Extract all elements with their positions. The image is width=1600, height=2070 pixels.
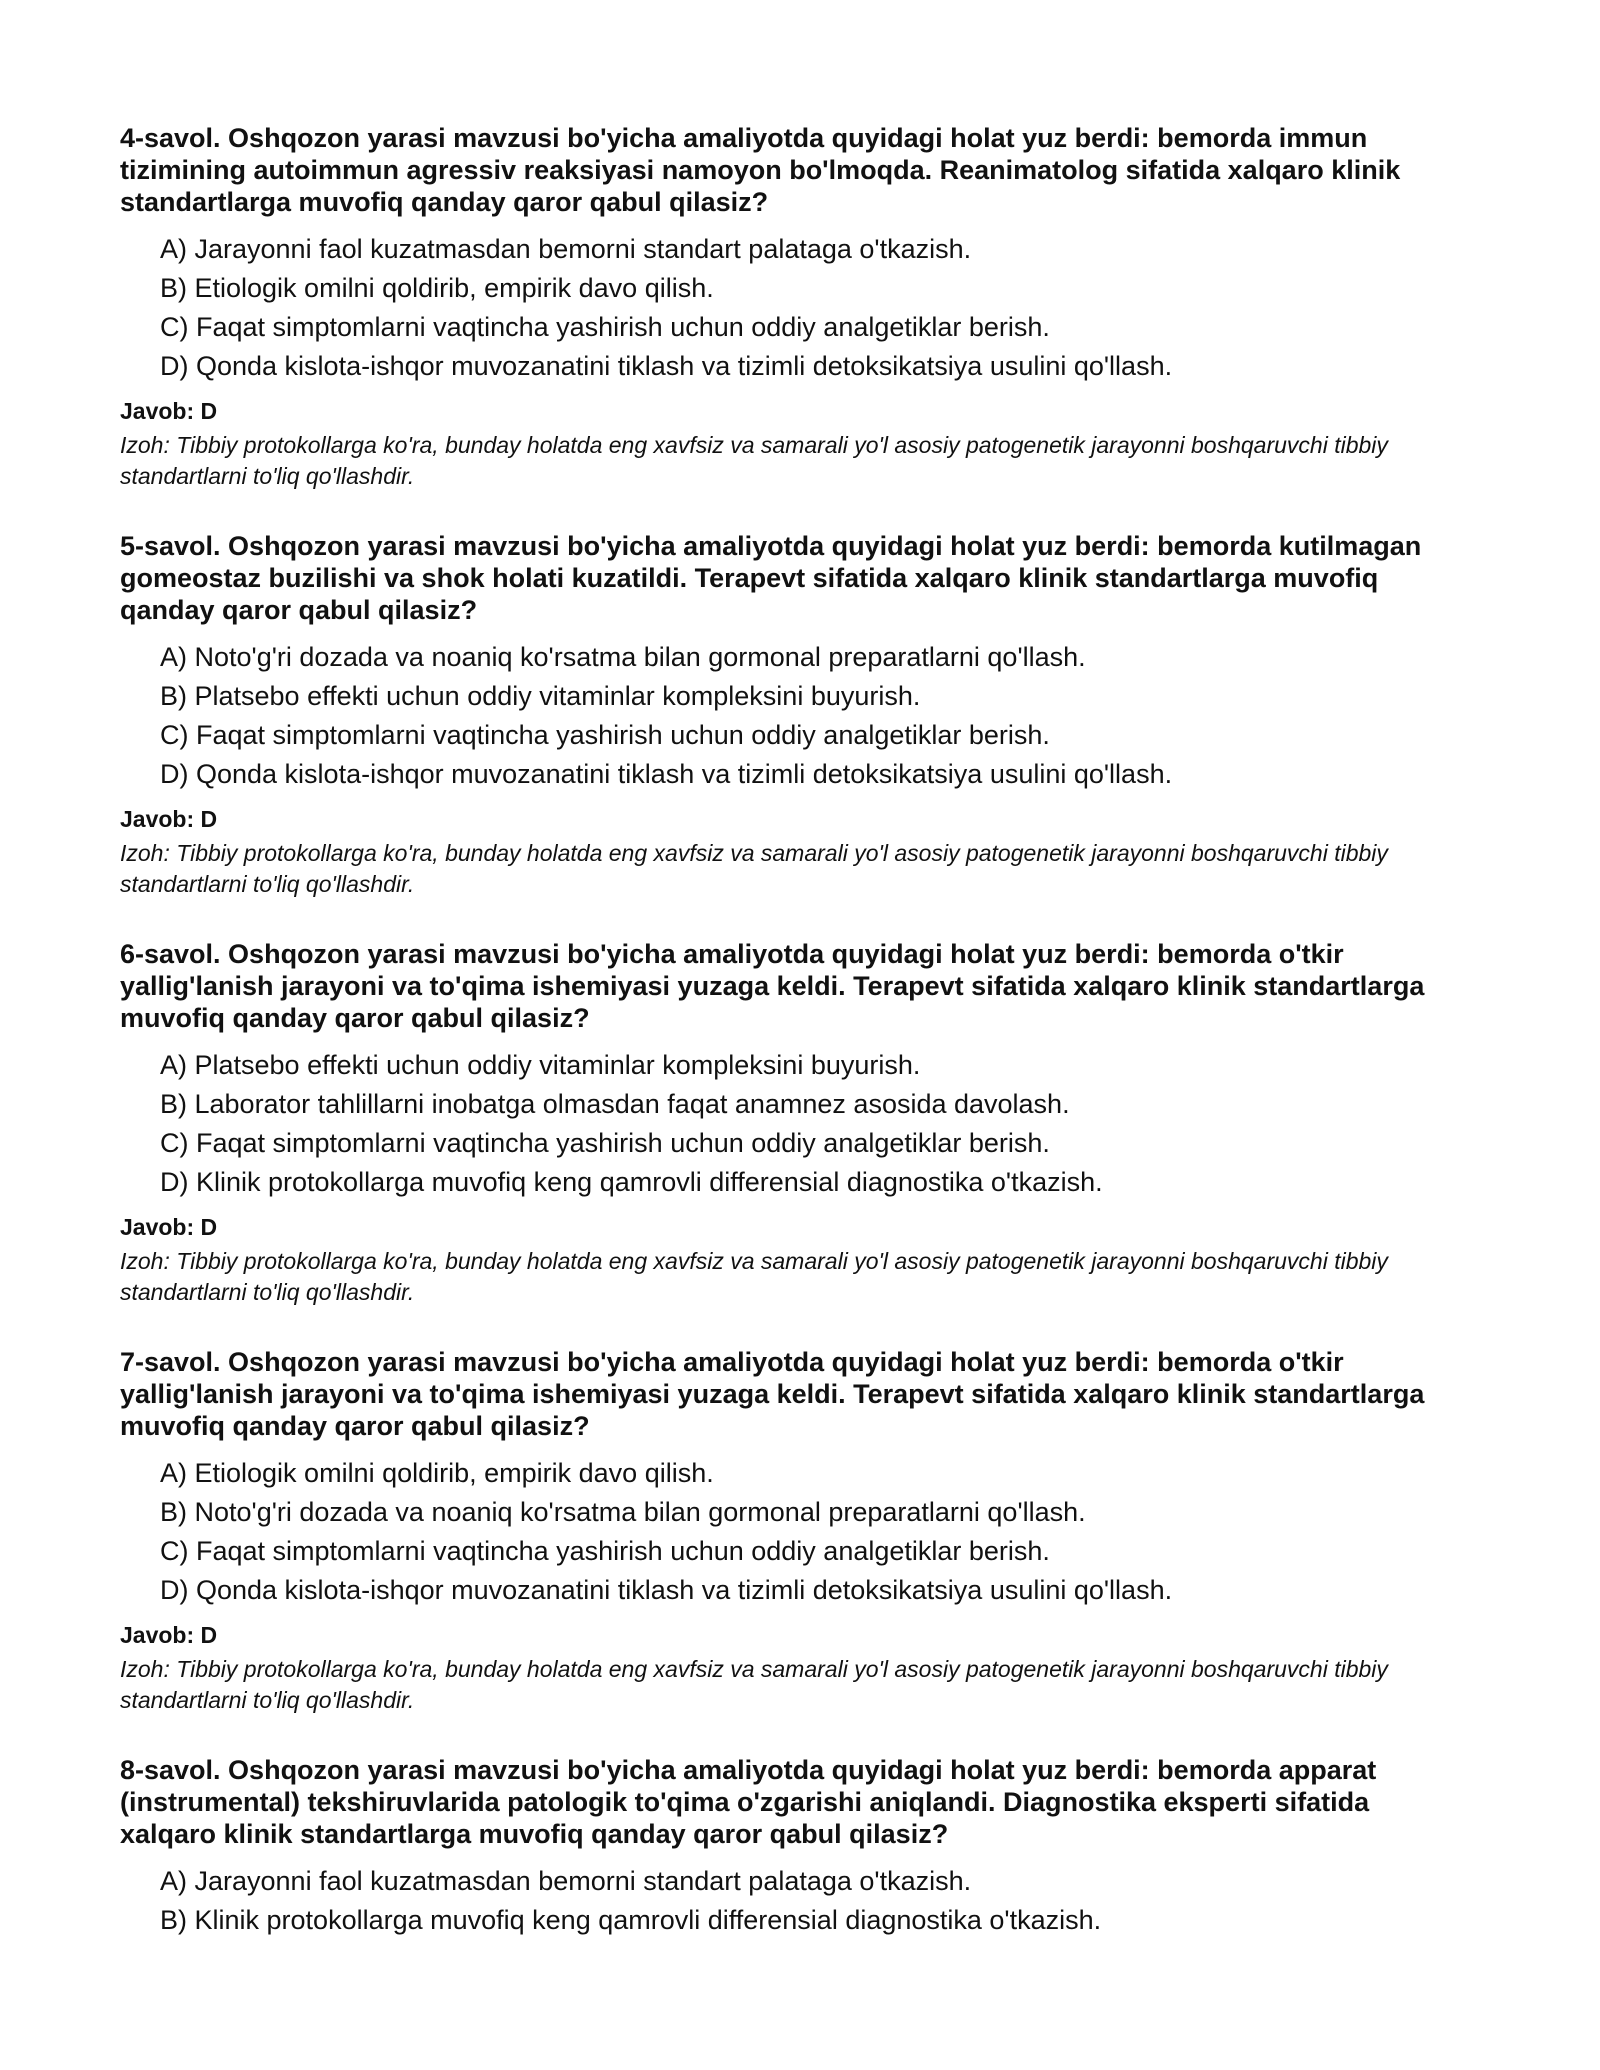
explanation-note: Izoh: Tibbiy protokollarga ko'ra, bunday holatda eng xavfsiz va samarali yo'l asosiy patogenetik jarayonni boshqaruvchi tibbiy standartlarni to'liq qo'llashdir. [120, 840, 1388, 897]
question-block [120, 122, 1460, 492]
option-a: A) Noto'g'ri dozada va noaniq ko'rsatma bilan gormonal preparatlarni qo'llash. [160, 642, 1086, 672]
option-b: B) Klinik protokollarga muvofiq keng qamrovli differensial diagnostika o'tkazish. [160, 1905, 1102, 1935]
question-text: 4-savol. Oshqozon yarasi mavzusi bo'yicha amaliyotda quyidagi holat yuz berdi: bemorda immun tizimining autoimmun agressiv reaksiyasi namoyon bo'lmoqda. Reanimatolog sifatida xalqaro klinik standartlarga muvofiq qanday qaror qabul qilasiz? [120, 123, 1401, 217]
option-c: C) Faqat simptomlarni vaqtincha yashirish uchun oddiy analgetiklar berish. [160, 720, 1050, 750]
options-list [120, 1046, 1460, 1202]
option-d: D) Qonda kislota-ishqor muvozanatini tiklash va tizimli detoksikatsiya usulini qo'llash. [160, 759, 1173, 789]
option-b: B) Laborator tahlillarni inobatga olmasdan faqat anamnez asosida davolash. [160, 1089, 1070, 1119]
option-b: B) Etiologik omilni qoldirib, empirik davo qilish. [160, 273, 714, 303]
options-list [120, 638, 1460, 794]
option-c: C) Faqat simptomlarni vaqtincha yashirish uchun oddiy analgetiklar berish. [160, 1128, 1050, 1158]
question-block [120, 938, 1460, 1308]
options-list [120, 230, 1460, 386]
explanation-note: Izoh: Tibbiy protokollarga ko'ra, bunday holatda eng xavfsiz va samarali yo'l asosiy patogenetik jarayonni boshqaruvchi tibbiy standartlarni to'liq qo'llashdir. [120, 1656, 1388, 1713]
question-block [120, 1754, 1460, 1940]
option-a: A) Jarayonni faol kuzatmasdan bemorni standart palataga o'tkazish. [160, 234, 972, 264]
answer-label: Javob: D [120, 806, 218, 832]
option-a: A) Etiologik omilni qoldirib, empirik davo qilish. [160, 1458, 714, 1488]
explanation-note: Izoh: Tibbiy protokollarga ko'ra, bunday holatda eng xavfsiz va samarali yo'l asosiy patogenetik jarayonni boshqaruvchi tibbiy standartlarni to'liq qo'llashdir. [120, 432, 1388, 489]
answer-label: Javob: D [120, 398, 218, 424]
option-d: D) Qonda kislota-ishqor muvozanatini tiklash va tizimli detoksikatsiya usulini qo'llash. [160, 351, 1173, 381]
option-d: D) Qonda kislota-ishqor muvozanatini tiklash va tizimli detoksikatsiya usulini qo'llash. [160, 1575, 1173, 1605]
answer-label: Javob: D [120, 1214, 218, 1240]
options-list [120, 1862, 1460, 1940]
question-text: 6-savol. Oshqozon yarasi mavzusi bo'yicha amaliyotda quyidagi holat yuz berdi: bemorda o'tkir yallig'lanish jarayoni va to'qima ishemiyasi yuzaga keldi. Terapevt sifatida xalqaro klinik standartlarga muvofiq qanday qaror qabul qilasiz? [120, 939, 1425, 1033]
question-block [120, 530, 1460, 900]
option-a: A) Platsebo effekti uchun oddiy vitaminlar kompleksini buyurish. [160, 1050, 921, 1080]
question-text: 5-savol. Oshqozon yarasi mavzusi bo'yicha amaliyotda quyidagi holat yuz berdi: bemorda kutilmagan gomeostaz buzilishi va shok holati kuzatildi. Terapevt sifatida xalqaro klinik standartlarga muvofiq qanday qaror qabul qilasiz? [120, 531, 1422, 625]
question-text: 7-savol. Oshqozon yarasi mavzusi bo'yicha amaliyotda quyidagi holat yuz berdi: bemorda o'tkir yallig'lanish jarayoni va to'qima ishemiyasi yuzaga keldi. Terapevt sifatida xalqaro klinik standartlarga muvofiq qanday qaror qabul qilasiz? [120, 1347, 1425, 1441]
question-block [120, 1346, 1460, 1716]
option-b: B) Noto'g'ri dozada va noaniq ko'rsatma bilan gormonal preparatlarni qo'llash. [160, 1497, 1086, 1527]
option-b: B) Platsebo effekti uchun oddiy vitaminlar kompleksini buyurish. [160, 681, 921, 711]
option-d: D) Klinik protokollarga muvofiq keng qamrovli differensial diagnostika o'tkazish. [160, 1167, 1103, 1197]
question-text: 8-savol. Oshqozon yarasi mavzusi bo'yicha amaliyotda quyidagi holat yuz berdi: bemorda apparat (instrumental) tekshiruvlarida patologik to'qima o'zgarishi aniqlandi. Diagnostika eksperti sifatida xalqaro klinik standartlarga muvofiq qanday qaror qabul qilasiz? [120, 1755, 1377, 1849]
option-c: C) Faqat simptomlarni vaqtincha yashirish uchun oddiy analgetiklar berish. [160, 312, 1050, 342]
explanation-note: Izoh: Tibbiy protokollarga ko'ra, bunday holatda eng xavfsiz va samarali yo'l asosiy patogenetik jarayonni boshqaruvchi tibbiy standartlarni to'liq qo'llashdir. [120, 1248, 1388, 1305]
answer-label: Javob: D [120, 1622, 218, 1648]
option-a: A) Jarayonni faol kuzatmasdan bemorni standart palataga o'tkazish. [160, 1866, 972, 1896]
options-list [120, 1454, 1460, 1610]
option-c: C) Faqat simptomlarni vaqtincha yashirish uchun oddiy analgetiklar berish. [160, 1536, 1050, 1566]
